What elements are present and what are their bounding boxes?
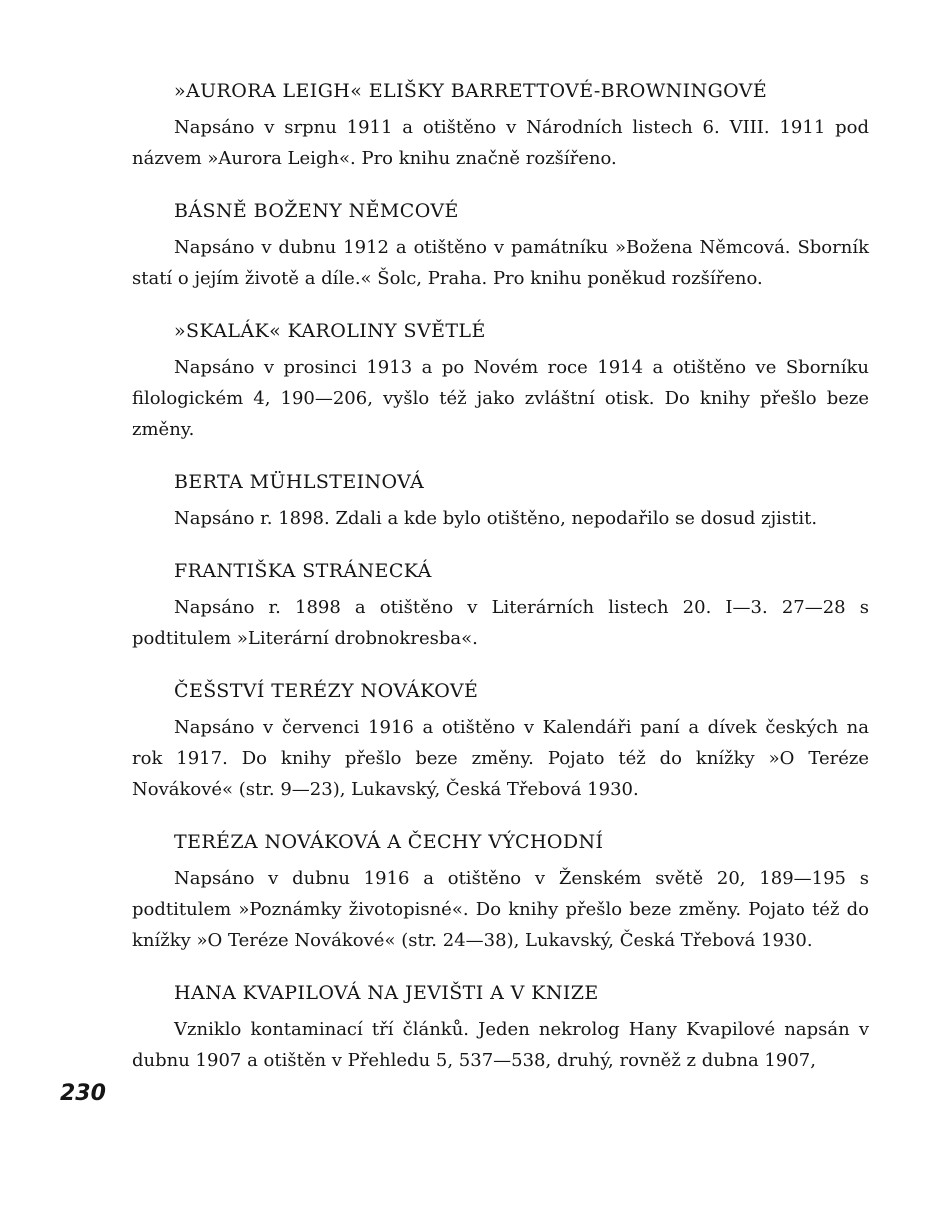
entry-berta-muhlsteinova	[132, 469, 869, 534]
entry-title: »SKALÁK« KAROLINY SVĚTLÉ	[174, 320, 486, 342]
entry-basne-bozeny-nemcove	[132, 198, 869, 294]
entry-text: Napsáno r. 1898 a otištěno v Literárních listech 20. I—3. 27—28 s podtitulem »Literární drobnokresba«.	[132, 597, 869, 649]
entry-cesstvi-terezy-novakove	[132, 678, 869, 805]
entry-title: HANA KVAPILOVÁ NA JEVIŠTI A V KNIZE	[174, 982, 599, 1004]
page-body	[132, 78, 869, 1100]
entry-hana-kvapilova	[132, 980, 869, 1076]
entry-frantiska-stranecka	[132, 558, 869, 654]
entry-title: ČEŠSTVÍ TERÉZY NOVÁKOVÉ	[174, 680, 479, 702]
entry-title: TERÉZA NOVÁKOVÁ A ČECHY VÝCHODNÍ	[174, 831, 604, 853]
entry-tereza-novakova-a-cechy	[132, 829, 869, 956]
entry-skalak	[132, 318, 869, 445]
entry-text: Vzniklo kontaminací tří článků. Jeden nekrolog Hany Kvapilové napsán v dubnu 1907 a otištěn v Přehledu 5, 537—538, druhý, rovněž z dubna 1907,	[132, 1019, 869, 1071]
entry-text: Napsáno v srpnu 1911 a otištěno v Národních listech 6. VIII. 1911 pod názvem »Aurora Leigh«. Pro knihu značně rozšířeno.	[132, 117, 869, 169]
page-number: 230	[60, 1081, 106, 1106]
entry-title: BERTA MÜHLSTEINOVÁ	[174, 471, 425, 493]
entry-text: Napsáno v červenci 1916 a otištěno v Kalendáři paní a dívek českých na rok 1917. Do knihy přešlo beze změny. Pojato též do knížky »O Teréze Novákové« (str. 9—23), Lukavský, Česká Třebová 1930.	[132, 717, 869, 800]
entry-text: Napsáno v dubnu 1916 a otištěno v Ženském světě 20, 189—195 s podtitulem »Poznámky životopisné«. Do knihy přešlo beze změny. Pojato též do knížky »O Teréze Novákové« (str. 24—38), Lukavský, Česká Třebová 1930.	[132, 868, 869, 951]
entry-text: Napsáno r. 1898. Zdali a kde bylo otištěno, nepodařilo se dosud zjistit.	[174, 508, 818, 529]
entry-title: »AURORA LEIGH« ELIŠKY BARRETTOVÉ-BROWNINGOVÉ	[174, 80, 768, 102]
entry-aurora-leigh	[132, 78, 869, 174]
entry-title: BÁSNĚ BOŽENY NĚMCOVÉ	[174, 200, 459, 222]
entry-title: FRANTIŠKA STRÁNECKÁ	[174, 560, 432, 582]
entry-text: Napsáno v dubnu 1912 a otištěno v památníku »Božena Němcová. Sborník statí o jejím životě a díle.« Šolc, Praha. Pro knihu poněkud rozšířeno.	[132, 237, 869, 289]
entry-text: Napsáno v prosinci 1913 a po Novém roce 1914 a otištěno ve Sborníku filologickém 4, 190—206, vyšlo též jako zvláštní otisk. Do knihy přešlo beze změny.	[132, 357, 869, 440]
